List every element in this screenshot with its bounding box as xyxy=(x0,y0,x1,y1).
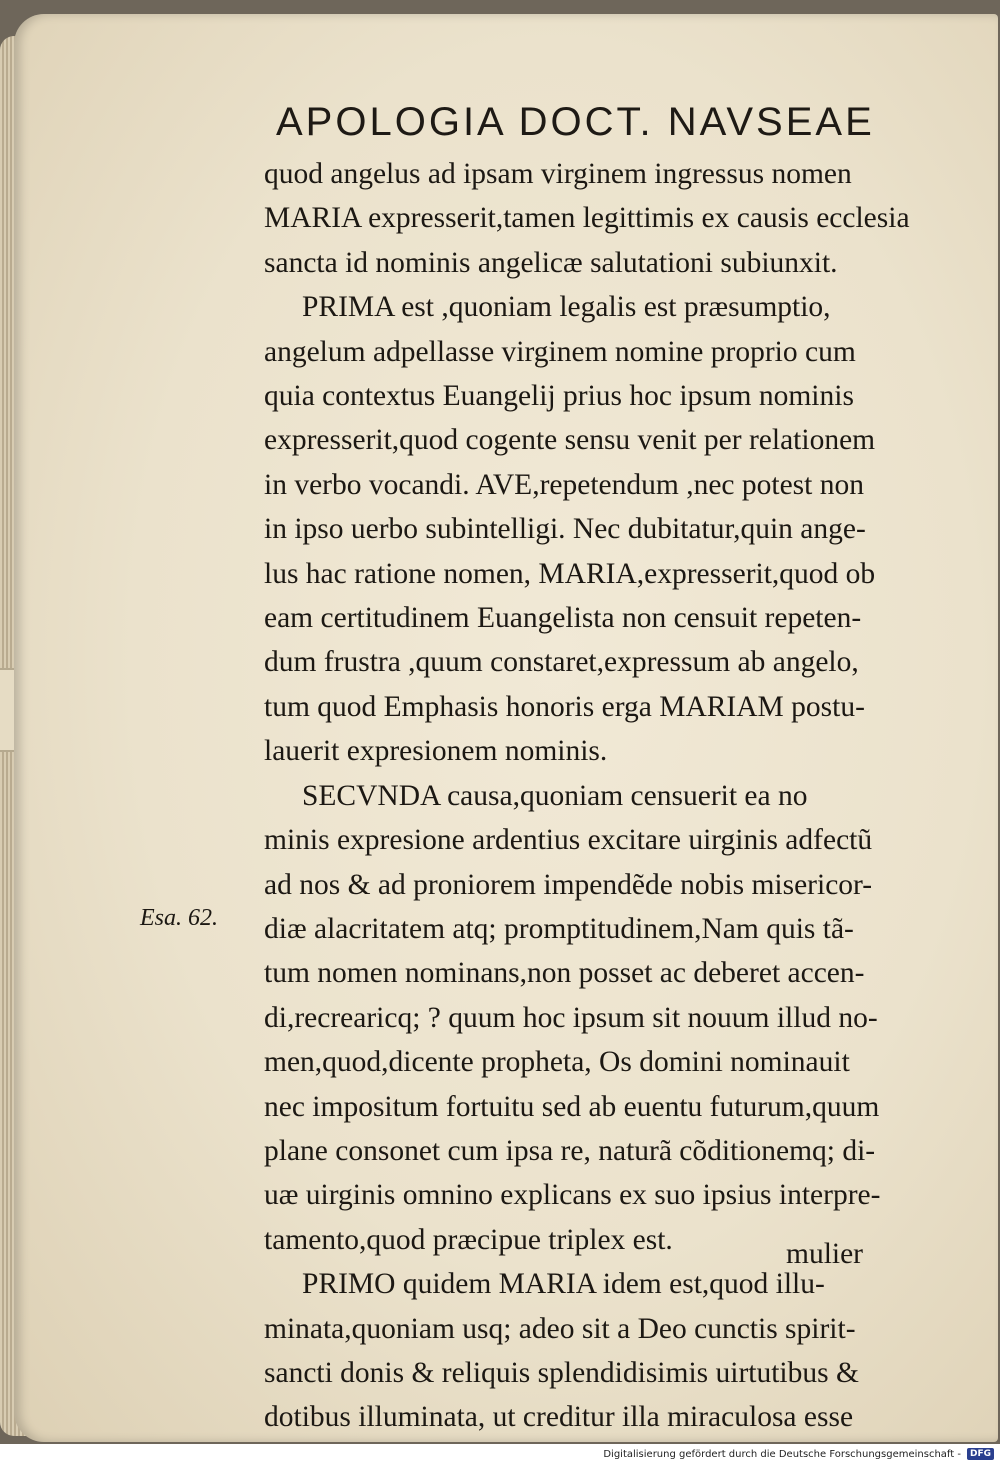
text-line: MARIA expresserit,tamen legittimis ex causis ecclesia xyxy=(264,202,910,235)
text-line: nec impositum fortuitu sed ab euentu futurum,quum xyxy=(264,1090,880,1123)
text-line: quia contextus Euangelij prius hoc ipsum nominis xyxy=(264,380,854,413)
text-line: in ipso uerbo subintelligi. Nec dubitatur,quin ange- xyxy=(264,513,866,546)
text-line: men,quod,dicente propheta, Os domini nominauit xyxy=(264,1046,850,1079)
catchword: mulier xyxy=(786,1238,864,1270)
text-line: dotibus illuminata, ut creditur illa miraculosa esse xyxy=(264,1401,854,1434)
text-line: minis expresione ardentius excitare uirginis adfectũ xyxy=(264,824,873,857)
text-line: lus hac ratione nomen, MARIA,expresserit,quod ob xyxy=(264,557,876,590)
dfg-logo: DFG xyxy=(967,1448,994,1460)
text-line: sancta id nominis angelicæ salutationi subiunxit. xyxy=(264,246,838,279)
margin-note: Esa. 62. xyxy=(140,905,218,931)
text-line: quod angelus ad ipsam virginem ingressus nomen xyxy=(264,158,852,190)
text-line: plane consonet cum ipsa re, naturã cõditionemq; di- xyxy=(264,1134,876,1167)
text-line: SECVNDA causa,quoniam censuerit ea no xyxy=(302,779,808,812)
footer-bar xyxy=(0,1444,1000,1464)
text-line: expresserit,quod cogente sensu venit per relationem xyxy=(264,424,876,457)
text-line: tum nomen nominans,non posset ac deberet accen- xyxy=(264,957,865,990)
text-line: diæ alacritatem atq; promptitudinem,Nam quis tã- xyxy=(264,912,854,945)
text-line: minata,quoniam usq; adeo sit a Deo cunctis spirit- xyxy=(264,1312,856,1345)
running-head: APOLOGIA DOCT. NAVSEAE xyxy=(276,100,875,144)
text-line: di,recrearicq; ? quum hoc ipsum sit nouum illud no- xyxy=(264,1001,878,1034)
text-line: PRIMO quidem MARIA idem est,quod illu- xyxy=(302,1268,825,1301)
text-line: eam certitudinem Euangelista non censuit repeten- xyxy=(264,602,862,635)
text-line: in verbo vocandi. AVE,repetendum ,nec potest non xyxy=(264,468,864,501)
text-line: dum frustra ,quum constaret,expressum ab angelo, xyxy=(264,646,859,679)
text-line: tamento,quod præcipue triplex est. xyxy=(264,1223,673,1256)
text-line: tum quod Emphasis honoris erga MARIAM postu- xyxy=(264,690,865,723)
text-line: ad nos & ad proniorem impendẽde nobis misericor- xyxy=(264,868,873,901)
text-line: uæ uirginis omnino explicans ex suo ipsius interpre- xyxy=(264,1179,881,1212)
text-line: PRIMA est ,quoniam legalis est præsumptio, xyxy=(302,291,831,324)
text-line: lauerit expresionem nominis. xyxy=(264,735,608,768)
text-line: sancti donis & reliquis splendidisimis uirtutibus & xyxy=(264,1356,859,1389)
footer-credit: Digitalisierung gefördert durch die Deutsche Forschungsgemeinschaft - xyxy=(603,1448,961,1460)
text-line: angelum adpellasse virginem nomine proprio cum xyxy=(264,335,856,368)
